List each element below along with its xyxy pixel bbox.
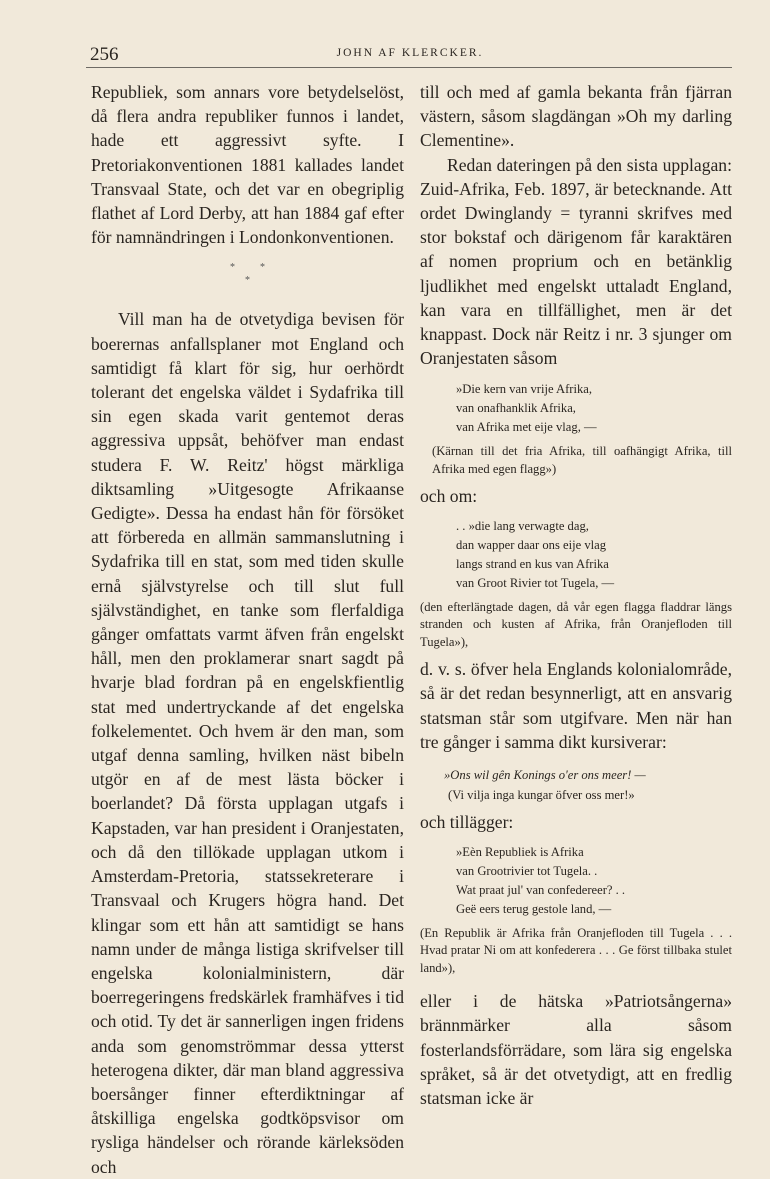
left-column	[91, 80, 404, 1179]
poem-line: Wat praat jul' van confedereer? . .	[456, 882, 626, 897]
poem-quote	[420, 380, 732, 437]
translation: (Kärnan till det fria Afrika, till oafhängigt Afrika, till Afrika med egen flagg»)	[432, 444, 732, 476]
paragraph: Vill man ha de otvetydiga bevisen för boerernas anfallsplaner mot England och samtidigt få klart för sig, hur oerhördt tolerant det engelska väldet i Sydafrika till sin egen skada varit gentemot deras aggressiva uppsåt, behöfver man endast studera F. W. Reitz' högst märkliga diktsamling »Uitgesogte Afrikaanse Gedigte». Dessa ha endast hån för försöket att förbereda en allmän sammanslutning i Sydafrika till en stat, som med tiden skulle ernå självstyrelse och till slut full självständighet, en tanke som flerfaldiga gånger omfattats varmt äfven från engelskt håll, men den proklamerar snart sagdt på hvarje blad fordran på en engelskfientlig stat med undertryckande af det engelska folkelementet. Och hvem är den man, som utgaf denna samling, hvilken näst bibeln utgör en af de mest lästa böcker i boerlandet? Då första upplagan utgafs i Kapstaden, var han president i Oranjestaten, och då den tillökade upplagan utkom i Amsterdam-Pretoria, statssekreterare i Transvaal och Krugers högra hand. Det klingar som ett hån att samtidigt se hans namn under de många listiga skrifvelser till engelska kolonialministern, där boerregeringens fredskärlek framhäfves i tid och otid. Ty det är sannerligen ingen fridens anda som genomströmmar dessa ytterst heterogena dikter, där man bland aggressiva boersånger finner efterdiktningar af åtskilliga engelska godtköpsvisor om rysliga händelser och rörande kärleksöden och	[91, 309, 404, 1177]
translation: (En Republik är Afrika från Oranjefloden till Tugela . . . Hvad pratar Ni om att konfederera . . . Ge först tillbaka stulet land»),	[420, 925, 732, 975]
paragraph: d. v. s. öfver hela Englands kolonialområde, så är det redan besynnerligt, att en ansvarig statsman står som utgifvare. Men när han tre gånger i samma dikt kursiverar:	[420, 659, 732, 752]
header-rule	[86, 67, 732, 68]
poem-line: »Die kern van vrije Afrika,	[456, 382, 593, 397]
poem-quote	[420, 517, 732, 593]
poem-line: »Eèn Republiek is Afrika	[456, 844, 584, 859]
paragraph: Republiek, som annars vore betydelselöst, då flera andra republiker funnos i landet, hade ett aggressivt syfte. I Pretoriakonventionen 1881 kallades landet Transvaal State, och det var en obegriplig flathet af Lord Derby, att han 1884 gaf efter för namnändringen i Londonkonventionen.	[91, 82, 404, 248]
paragraph: och om:	[420, 486, 478, 507]
poem-line: van Groot Rivier tot Tugela, —	[456, 575, 615, 590]
paragraph: Redan dateringen på den sista upplagan: Zuid-Afrika, Feb. 1897, är betecknande. Att ordet Dwinglandy = tyranni skrifves med stor bokstaf och därigenom får karaktären af nomen proprium och en betänklig ljudlikhet med engelskt uttaladt England, kan vara en tillfällighet, men är det knappast. Dock när Reitz i nr. 3 sjunger om Oranjestaten såsom	[420, 154, 732, 369]
section-break-stars: * *	[230, 262, 265, 274]
poem-line: »Ons wil gên Konings o'er ons meer! —	[444, 767, 646, 782]
page-header	[90, 44, 730, 68]
poem-line: Geë eers terug gestole land, —	[456, 901, 612, 916]
paragraph: och tillägger:	[420, 812, 514, 833]
section-break	[91, 261, 404, 291]
paragraph: eller i de hätska »Patriotsångerna» brännmärker alla såsom fosterlandsförrädare, som lära sig engelska språket, så är det otvetydigt, att en fredlig statsman icke är	[420, 991, 732, 1108]
translation: (den efterlängtade dagen, då vår egen flagga fladdrar längs stranden och kusten af Afrika, från Oranjefloden till Tugela»),	[420, 599, 732, 649]
page-number: 256	[90, 44, 119, 65]
section-break-star: *	[245, 275, 250, 287]
paragraph: till och med af gamla bekanta från fjärran västern, såsom slagdängan »Oh my darling Clementine».	[420, 82, 732, 151]
poem-line: van Afrika met eije vlag, —	[456, 420, 597, 435]
poem-line: van Grootrivier tot Tugela. .	[456, 863, 598, 878]
right-column	[420, 80, 732, 1110]
poem-line: langs strand en kus van Afrika	[456, 556, 609, 571]
poem-quote	[420, 843, 732, 919]
poem-quote	[420, 766, 732, 785]
poem-line: dan wapper daar ons eije vlag	[456, 537, 607, 552]
running-head: JOHN AF KLERCKER.	[336, 47, 484, 59]
poem-line: van onafhanklik Afrika,	[456, 401, 576, 416]
translation: (Vi vilja inga kungar öfver oss mer!»	[448, 787, 635, 802]
poem-line: . . »die lang verwagte dag,	[456, 518, 589, 533]
